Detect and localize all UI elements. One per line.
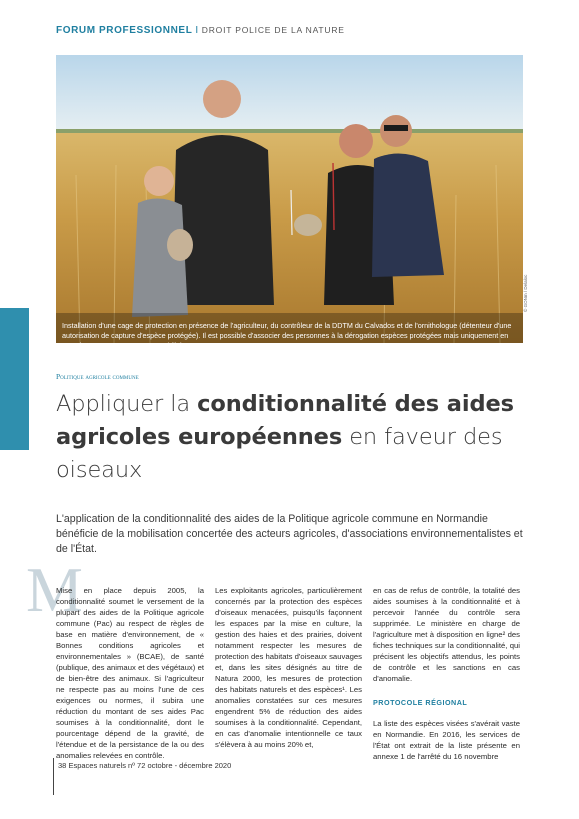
- body-paragraph: La liste des espèces visées s'avérait vaste en Normandie. En 2016, les services de l'État ont extrait de la liste présente en annexe 1 de l'arrêté du 16 novembre: [373, 719, 520, 761]
- photo-credit: © GONm / Delaloc: [523, 274, 528, 312]
- page-footer: [58, 761, 231, 770]
- section-label: FORUM PROFESSIONNEL: [56, 25, 193, 36]
- article-rubric: Politique agricole commune: [56, 372, 139, 381]
- title-emphasis: conditionnalité des aides agricoles européennes: [56, 391, 514, 450]
- photo-caption: Installation d'une cage de protection en présence de l'agriculteur, du contrôleur de la DDTM du Calvados et de l'ornithologue (détenteur d'une autorisation de capture d'espèce protégée). Il est possible d'associer des personnes à la dérogation espèces protégées mais uniquement en sa présence et sous sa responsabilité.: [62, 321, 512, 350]
- body-paragraph: Mise en place depuis 2005, la conditionnalité soumet le versement de la plupart des aides de la Politique agricole commune (Pac) au respect de règles de base en matière d'environnement, de « Bonnes conditions agricoles et environnementales » (BCAE), de santé (publique, des animaux et des végétaux) et de bien-être des animaux. Si l'agriculteur ne respecte pas au moins l'une de ces exigences ou normes, il subira une réduction du montant de ses aides Pac soumises à la conditionnalité, dont le pourcentage dépend de la gravité, de l'étendue et de la persistance de la ou des anomalies relevées en contrôle.: [56, 586, 204, 760]
- field-photo: [56, 55, 523, 343]
- footer-rule: [53, 758, 54, 795]
- section-subheading: PROTOCOLE RÉGIONAL: [373, 698, 468, 707]
- body-paragraph: en cas de refus de contrôle, la totalité des aides soumises à la conditionnalité et à percevoir l'année du contrôle sera supprimée. Le ministère en charge de l'agriculture met à disposition en ligne² des fiches techniques sur la conditionnalité, qui précisent les objectifs attendus, les points de contrôle et les sanctions en cas d'anomalie.: [373, 586, 520, 683]
- body-column-1: [56, 585, 204, 761]
- body-paragraph: Les exploitants agricoles, particulièrement concernés par la protection des espèces d'oiseaux menacées, puisqu'ils façonnent les espaces par la mise en culture, la gestion des haies et des prairies, doivent notamment respecter les mesures de protection des habitats d'oiseaux sauvages et, dans les sites désignés au titre de Natura 2000, les mesures de protection des habitats naturels et des espèces¹. Les anomalies constatées sur ces mesures engendrent 5% de réduction des aides soumises à la conditionnalité. Cependant, en cas d'anomalie intentionnelle ce taux s'élèvera à au moins 20% et,: [215, 586, 362, 749]
- section-header: [56, 25, 345, 36]
- header-separator: I: [195, 25, 199, 36]
- subsection-label: DROIT POLICE DE LA NATURE: [201, 25, 345, 35]
- body-column-3: [373, 585, 520, 762]
- drop-cap: M: [26, 554, 83, 625]
- article-lead: L'application de la conditionnalité des aides de la Politique agricole commune en Normandie bénéficie de la mobilisation concertée des acteurs agricoles, d'associations environnementalistes et de l'État.: [56, 513, 523, 555]
- title-end: en faveur des oiseaux: [56, 424, 503, 483]
- body-column-2: [215, 585, 362, 750]
- publication-info: Espaces naturels nº 72 octobre - décembre 2020: [68, 761, 232, 770]
- page-number: 38: [58, 761, 67, 770]
- title-lead-in: Appliquer la: [56, 391, 198, 417]
- article-title: [56, 388, 516, 487]
- sidebar-color-tab: [0, 308, 29, 450]
